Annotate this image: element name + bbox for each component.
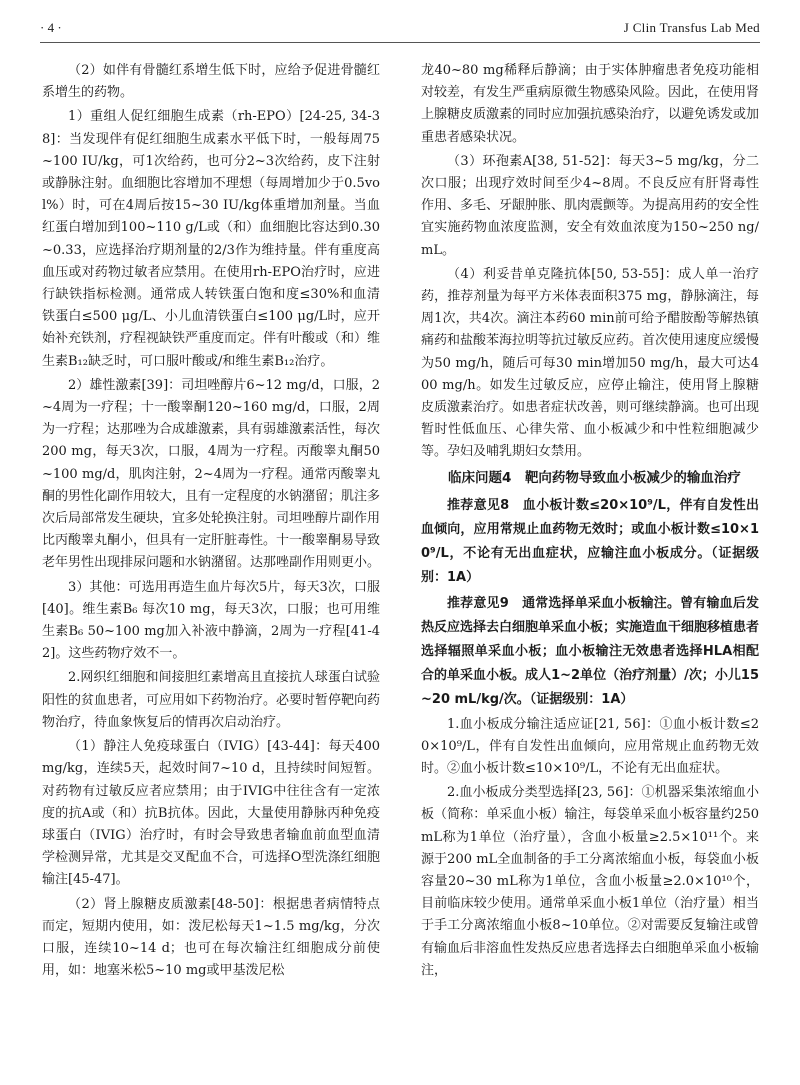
paragraph-hemolytic-anemia: 2.网织红细胞和间接胆红素增高且直接抗人球蛋白试验阳性的贫血患者，可应用如下药物治疗。必要时暂停靶向药物治疗，待血象恢复后的情再次启动治疗。 — [42, 670, 381, 730]
left-column — [42, 60, 380, 984]
section-heading-clinical-question-4: 临床问题4 靶向药物导致血小板减少的输血治疗 — [448, 469, 741, 486]
paragraph-glucocorticoids-cont: 龙40~80 mg稀释后静滴；由于实体肿瘤患者免疫功能相对较差，有发生严重病原微生物感染风险。因此，在使用肾上腺糖皮质激素的同时应加强抗感染治疗，以避免诱发或加重患者感染状况。 — [421, 63, 760, 145]
right-column — [421, 60, 759, 984]
page-number: · 4 · — [40, 20, 62, 35]
paragraph-platelet-types: 2.血小板成分类型选择[23, 56]：①机器采集浓缩血小板（简称：单采血小板）输注，每袋单采血小板容量约250 mL称为1单位（治疗量），含血小板量≥2.5×10¹¹个。来源于200 mL全血制备的手工分离浓缩血小板，每袋血小板容量20~30 mL称为1单位，含血小板量≥2.0×10¹⁰个，目前临床较少使用。通常单采血小板1单位（治疗量）相当于手工分离浓缩血小板8~10单位。②对需要反复输注或曾有输血后非溶血性发热反应患者选择去白细胞单采血小板输注， — [421, 785, 760, 978]
paragraph-erythroid-hypoplasia: （2）如伴有骨髓红系增生低下时，应给予促进骨髓红系增生的药物。 — [42, 63, 380, 101]
page-header — [40, 16, 760, 43]
recommendation-8: 推荐意见8 血小板计数≤20×10⁹/L，伴有自发性出血倾向，应用常规止血药物无效时；或血小板计数≤10×10⁹/L，不论有无出血症状，应输注血小板成分。（证据级别：1A） — [421, 497, 759, 585]
paragraph-platelet-indications: 1.血小板成分输注适应证[21, 56]：①血小板计数≤20×10⁹/L，伴有自发性出血倾向，应用常规止血药物无效时。②血小板计数≤10×10⁹/L，不论有无出血症状。 — [421, 716, 759, 777]
journal-title: J Clin Transfus Lab Med — [623, 20, 760, 35]
recommendation-9: 推荐意见9 通常选择单采血小板输注。曾有输血后发热反应选择去白细胞单采血小板；实施造血干细胞移植患者选择辐照单采血小板；血小板输注无效患者选择HLA相配合的单采血小板。成人1~2单位（治疗剂量）/次；小儿15~20 mL/kg/次。（证据级别：1A） — [421, 595, 760, 707]
paragraph-ivig: （1）静注人免疫球蛋白（IVIG）[43-44]：每天400 mg/kg，连续5天，起效时间7~10 d，且持续时间短暂。对药物有过敏反应者应禁用；由于IVIG中往往含有一定浓度的抗A或（和）抗B抗体。因此，大量使用静脉丙种免疫球蛋白（IVIG）治疗时，有时会导致患者输血前血型血清学检测异常，尤其是交叉配血不合，可选择O型洗涤红细胞输注[45-47]。 — [42, 739, 380, 888]
paragraph-cyclosporine: （3）环孢素A[38, 51-52]：每天3~5 mg/kg，分二次口服；出现疗效时间至少4~8周。不良反应有肝肾毒性作用、多毛、牙龈肿胀、肌肉震颤等。为提高用药的安全性宜实施药物血浓度监测，安全有效血浓度为150~250 ng/mL。 — [421, 153, 760, 258]
paragraph-androgens: 2）雄性激素[39]：司坦唑醇片6~12 mg/d，口服，2~4周为一疗程；十一酸睾酮120~160 mg/d，口服，2周为一疗程；达那唑为合成雄激素，具有弱雄激素活性，每次200 mg，每天3次，口服，4周为一疗程。丙酸睾丸酮50~100 mg/d，肌肉注射，2~4周为一疗程。通常丙酸睾丸酮的男性化副作用较大，且有一定程度的水钠潴留；肌注多次后局部常发生硬块，宜多处轮换注射。司坦唑醇片副作用比丙酸睾丸酮小，但具有一定肝脏毒性。十一酸睾酮易导致老年男性出现排尿问题和水钠潴留。达那唑副作用则更小。 — [42, 377, 381, 571]
paragraph-rituximab: （4）利妥昔单克隆抗体[50, 53-55]：成人单一治疗药，推荐剂量为每平方米体表面积375 mg，静脉滴注，每周1次，共4次。滴注本药60 min前可给予醋胺酚等解热镇痛药和盐酸苯海拉明等抗过敏反应药。首次使用速度应缓慢为50 mg/h，随后可每30 min增加50 mg/h，最大可达400 mg/h。如发生过敏反应，应停止输注，使用肾上腺糖皮质激素治疗。如患者症状改善，则可继续静滴。也可出现暂时性低血压、心律失常、血小板减少和中性粒细胞减少等。孕妇及哺乳期妇女禁用。 — [421, 266, 760, 460]
paragraph-other-drugs: 3）其他：可选用再造生血片每次5片，每天3次，口服[40]。维生素B₆ 每次10 mg，每天3次，口服；也可用维生素B₆ 50~100 mg加入补液中静滴，2周为一疗程[41-42]。这些药物疗效不一。 — [42, 579, 380, 662]
paragraph-glucocorticoids: （2）肾上腺糖皮质激素[48-50]：根据患者病情特点而定，短期内使用，如：泼尼松每天1~1.5 mg/kg，分次口服，连续10~14 d；也可在每次输注红细胞成分前使用，如：地塞米松5~10 mg或甲基泼尼松 — [42, 896, 380, 979]
paragraph-rh-epo: 1）重组人促红细胞生成素（rh-EPO）[24-25, 34-38]：当发现伴有促红细胞生成素水平低下时，一般每周75~100 IU/kg，可1次给药，也可分2~3次给药，皮下注射或静脉注射。血细胞比容增加不理想（每周增加少于0.5vol%）时，可在4周后按15~30 IU/kg体重增加剂量。当血红蛋白增加到100~110 g/L或（和）血细胞比容达到0.30~0.33，应选择治疗期剂量的2/3作为维持量。伴有重度高血压或对药物过敏者应禁用。在使用rh-EPO治疗时，应进行缺铁指标检测。通常成人转铁蛋白饱和度≤30%和血清铁蛋白≤500 μg/L、小儿血清铁蛋白≤100 μg/L时，应开始补充铁剂，疗程视缺铁严重度而定。伴有叶酸或（和）维生素B₁₂缺乏时，可口服叶酸或/和维生素B₁₂治疗。 — [42, 109, 381, 369]
